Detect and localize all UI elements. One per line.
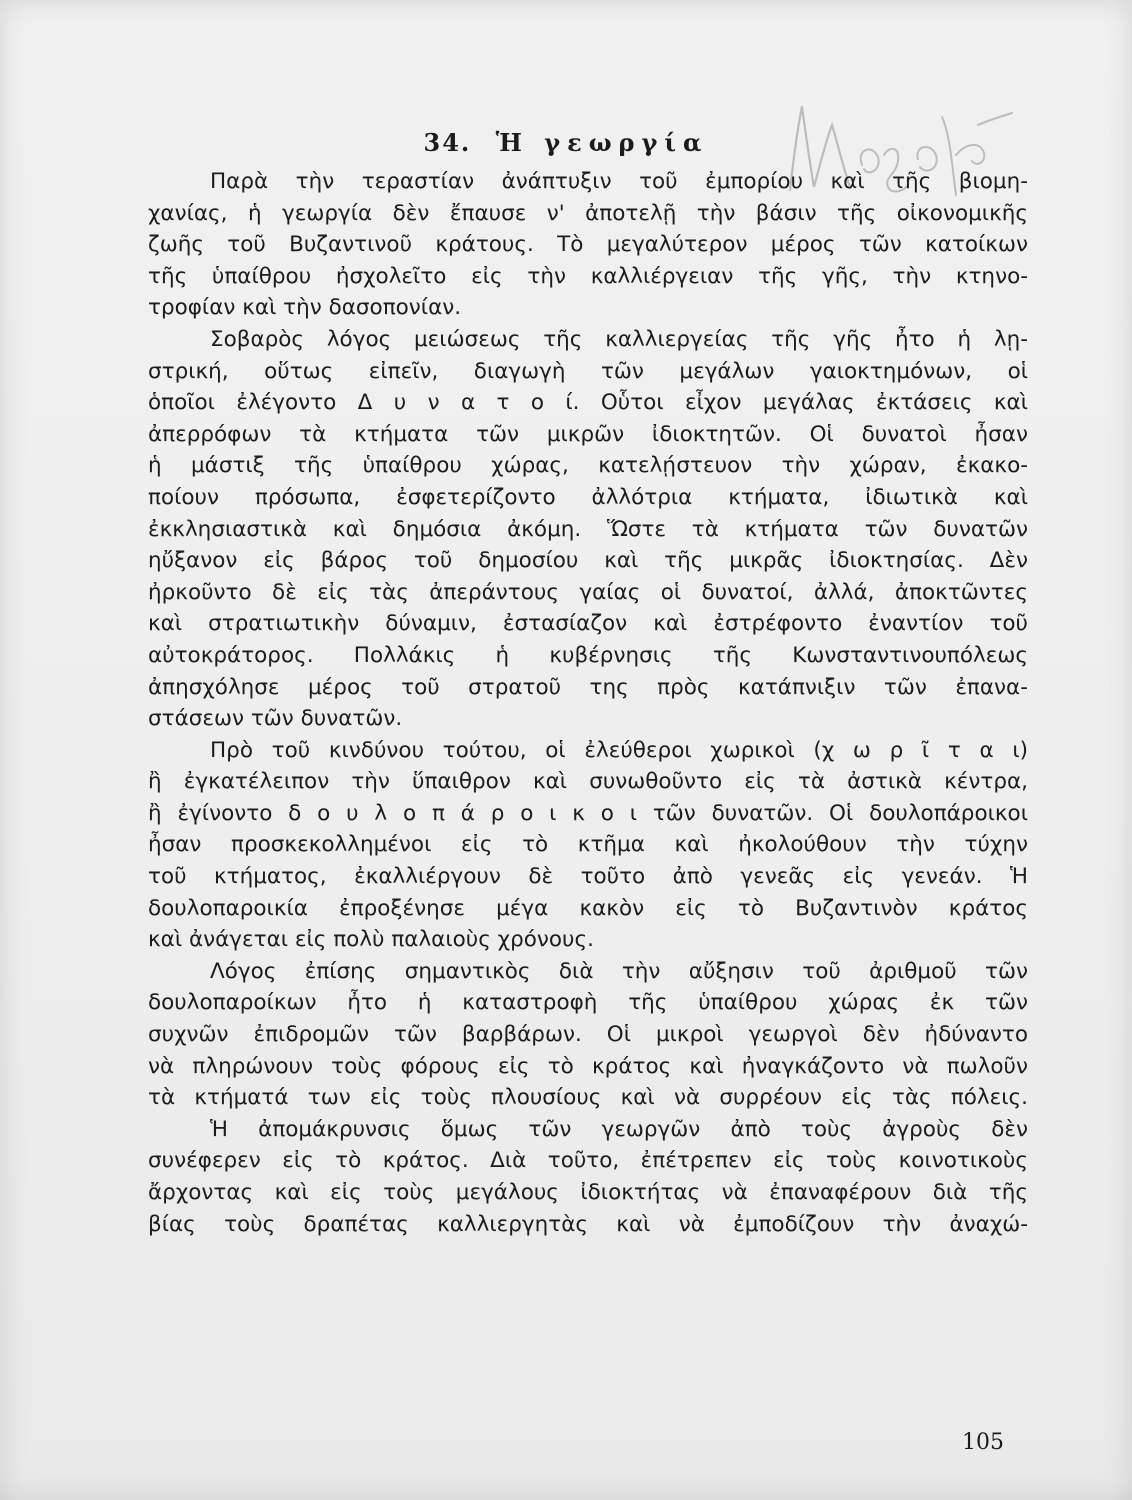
text-line: τροφίαν καὶ τὴν δασοπονίαν. xyxy=(148,295,462,321)
page-number: 105 xyxy=(962,1430,1004,1455)
text-line: ἢ ἐγίνοντο δ ο υ λ ο π ά ρ ο ι κ ο ι τῶν δυνατῶν. Οἱ δουλοπάροικοι xyxy=(148,800,1028,826)
text-line: ζωῆς τοῦ Βυζαντινοῦ κράτους. Τὸ μεγαλύτερον μέρος τῶν κατοίκων xyxy=(148,232,1028,258)
text-line: ἄρχοντας καὶ εἰς τοὺς μεγάλους ἰδιοκτήτας νὰ ἐπαναφέρουν διὰ τῆς xyxy=(148,1180,1028,1205)
text-line: καὶ ἀνάγεται εἰς πολὺ παλαιοὺς χρόνους. xyxy=(148,927,594,953)
text-line: τοῦ κτήματος, ἐκαλλιέργουν δὲ τοῦτο ἀπὸ γενεᾶς εἰς γενεάν. Ἡ xyxy=(148,864,1028,890)
text-line: ἐκκλησιαστικὰ καὶ δημόσια ἀκόμη. Ὥστε τὰ κτήματα τῶν δυνατῶν xyxy=(148,516,1028,542)
text-line: ἦσαν προσκεκολλημένοι εἰς τὸ κτῆμα καὶ ἠκολούθουν τὴν τύχην xyxy=(148,832,1028,858)
text-line: αὐτοκράτορος. Πολλάκις ἡ κυβέρνησις τῆς Κωνσταντινουπόλεως xyxy=(148,642,1028,668)
text-line: δουλοπαροικία ἐπροξένησε μέγα κακὸν εἰς τὸ Βυζαντινὸν κράτος xyxy=(148,895,1028,921)
paragraph-3 xyxy=(148,735,1028,956)
text-line: δουλοπαροίκων ἦτο ἡ καταστροφὴ τῆς ὑπαίθρου χώρας ἐκ τῶν xyxy=(148,990,1028,1016)
page-heading xyxy=(0,128,1132,157)
text-line: ηὔξανον εἰς βάρος τοῦ δημοσίου καὶ τῆς μικρᾶς ἰδιοκτησίας. Δὲν xyxy=(148,548,1028,574)
text-line: ἡ μάστιξ τῆς ὑπαίθρου χώρας, κατελῄστευον τὴν χώραν, ἐκακο- xyxy=(148,453,1028,479)
text-line: στρική, οὕτως εἰπεῖν, διαγωγὴ τῶν μεγάλων γαιοκτημόνων, οἱ xyxy=(148,358,1028,384)
text-line: τὰ κτήματά των εἰς τοὺς πλουσίους καὶ νὰ συρρέουν εἰς τὰς πόλεις. xyxy=(148,1085,1028,1111)
text-line: ἠρκοῦντο δὲ εἰς τὰς ἀπεράντους γαίας οἱ δυνατοί, ἀλλά, ἀποκτῶντες xyxy=(148,579,1028,605)
text-line: νὰ πληρώνουν τοὺς φόρους εἰς τὸ κράτος καὶ ἠναγκάζοντο νὰ πωλοῦν xyxy=(148,1053,1028,1079)
text-line: Λόγος ἐπίσης σημαντικὸς διὰ τὴν αὔξησιν τοῦ ἀριθμοῦ τῶν xyxy=(210,958,1028,984)
paragraph-1 xyxy=(148,166,1028,324)
text-line: τῆς ὑπαίθρου ἠσχολεῖτο εἰς τὴν καλλιέργειαν τῆς γῆς, τὴν κτηνο- xyxy=(148,263,1028,289)
text-line: βίας τοὺς δραπέτας καλλιεργητὰς καὶ νὰ ἐμποδίζουν τὴν ἀναχώ- xyxy=(148,1211,1028,1237)
text-line: ὁποῖοι ἐλέγοντο Δ υ ν α τ ο ί. Οὗτοι εἶχον μεγάλας ἐκτάσεις καὶ xyxy=(148,390,1028,416)
text-line: ἀπερρόφων τὰ κτήματα τῶν μικρῶν ἰδιοκτητῶν. Οἱ δυνατοὶ ἦσαν xyxy=(148,421,1028,447)
text-line: καὶ στρατιωτικὴν δύναμιν, ἐστασίαζον καὶ ἐστρέφοντο ἐναντίον τοῦ xyxy=(148,611,1028,637)
text-line: στάσεων τῶν δυνατῶν. xyxy=(148,706,403,732)
text-line: συχνῶν ἐπιδρομῶν τῶν βαρβάρων. Οἱ μικροὶ γεωργοὶ δὲν ἠδύναντο xyxy=(148,1022,1028,1048)
text-line: ἢ ἐγκατέλειπον τὴν ὕπαιθρον καὶ συνωθοῦντο εἰς τὰ ἀστικὰ κέντρα, xyxy=(148,769,1028,795)
text-line: Παρὰ τὴν τεραστίαν ἀνάπτυξιν τοῦ ἐμπορίου καὶ τῆς βιομη- xyxy=(210,169,1028,194)
body-text xyxy=(148,166,1028,1240)
heading-title: Ἡ γεωργία xyxy=(495,128,709,157)
text-line: Πρὸ τοῦ κινδύνου τούτου, οἱ ἐλεύθεροι χωρικοὶ (χ ω ρ ῖ τ α ι) xyxy=(210,737,1028,763)
paragraph-5 xyxy=(148,1114,1028,1240)
text-line: ποίουν πρόσωπα, ἐσφετερίζοντο ἀλλότρια κτήματα, ἰδιωτικὰ καὶ xyxy=(148,484,1028,510)
text-line: ἀπησχόλησε μέρος τοῦ στρατοῦ της πρὸς κατάπνιξιν τῶν ἐπανα- xyxy=(148,674,1028,700)
text-line: συνέφερεν εἰς τὸ κράτος. Διὰ τοῦτο, ἐπέτρεπεν εἰς τοὺς κοινοτικοὺς xyxy=(148,1148,1028,1174)
paragraph-2 xyxy=(148,324,1028,735)
heading-number: 34. xyxy=(423,128,472,157)
text-line: Ἡ ἀπομάκρυνσις ὅμως τῶν γεωργῶν ἀπὸ τοὺς ἀγροὺς δὲν xyxy=(210,1116,1028,1142)
text-line: Σοβαρὸς λόγος μειώσεως τῆς καλλιεργείας τῆς γῆς ἦτο ἡ λῃ- xyxy=(210,326,1028,352)
text-line: χανίας, ἡ γεωργία δὲν ἔπαυσε ν' ἀποτελῇ τὴν βάσιν τῆς οἰκονομικῆς xyxy=(148,200,1028,226)
paragraph-4 xyxy=(148,956,1028,1114)
